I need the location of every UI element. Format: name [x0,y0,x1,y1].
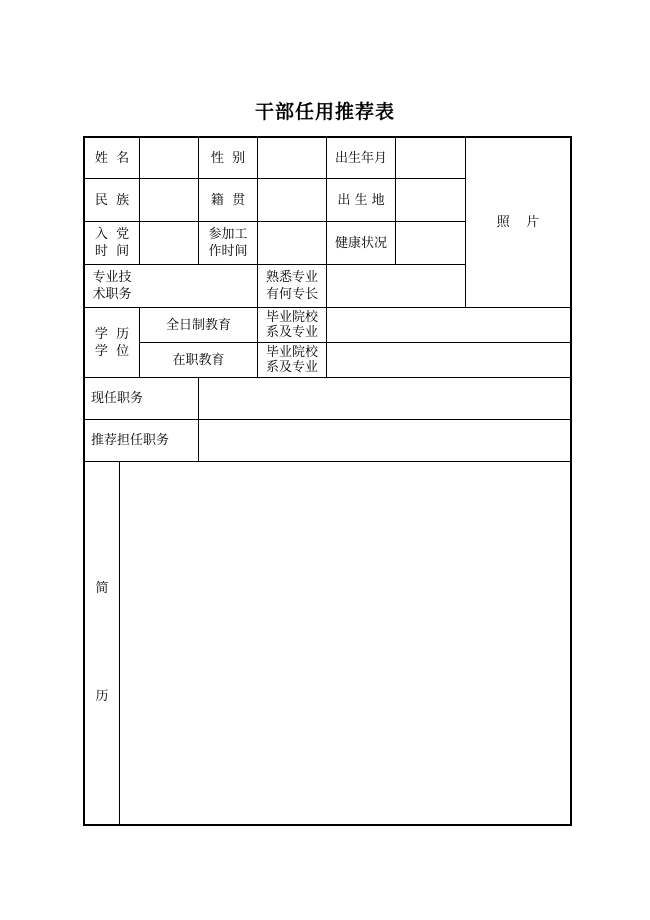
education-label [85,308,139,377]
health-label: 健康状况 [334,235,387,251]
ethnicity-label: 民 族 [94,192,130,208]
name-field[interactable] [140,138,198,178]
work-start-label [199,222,257,264]
tech-title-label-line1: 专业技 [92,270,132,285]
specialty-label-line1: 熟悉专业 [265,270,318,285]
work-start-label-line1: 参加工 [208,227,248,242]
gender-label: 性 别 [210,150,246,166]
inservice-school-label-line1: 毕业院校 [265,345,318,360]
recommended-post-field[interactable] [199,420,570,461]
party-join-label [85,222,139,264]
tech-title-field[interactable] [140,265,257,307]
health-field[interactable] [396,222,465,264]
gender-field[interactable] [258,138,326,178]
education-label-line1: 学 历 [94,326,130,342]
current-post-label: 现任职务 [91,391,144,406]
name-label: 姓 名 [94,150,130,166]
recommendation-form [83,136,572,826]
photo-placeholder[interactable]: 照 片 [496,215,540,230]
inservice-school-label [258,343,326,377]
fulltime-school-label-line1: 毕业院校 [265,310,318,325]
ethnicity-field[interactable] [140,179,198,221]
work-start-label-line2: 作时间 [208,244,248,259]
birthplace-field[interactable] [396,179,465,221]
inservice-education-label: 在职教育 [172,352,225,368]
resume-label-line2: 历 [95,688,109,704]
birth-field[interactable] [396,138,465,178]
native-place-field[interactable] [258,179,326,221]
work-start-field[interactable] [258,222,326,264]
party-join-field[interactable] [140,222,198,264]
specialty-field[interactable] [327,265,465,307]
native-place-label: 籍 贯 [210,192,246,208]
inservice-school-field[interactable] [327,343,570,377]
resume-label-line1: 简 [95,580,109,596]
birthplace-label: 出 生 地 [337,192,385,208]
specialty-label-line2: 有何专长 [265,287,318,302]
tech-title-label-line2: 术职务 [92,287,132,302]
birth-label: 出生年月 [334,150,387,166]
resume-field[interactable] [120,462,570,824]
fulltime-education-label: 全日制教育 [165,317,231,333]
fulltime-school-label [258,308,326,342]
tech-title-label [85,265,139,307]
fulltime-school-label-line2: 系及专业 [265,325,318,340]
specialty-label [258,265,326,307]
fulltime-school-field[interactable] [327,308,570,342]
party-join-label-line2: 时 间 [94,244,130,259]
current-post-field[interactable] [199,378,570,419]
party-join-label-line1: 入 党 [94,227,130,242]
form-title: 干部任用推荐表 [254,101,395,123]
recommended-post-label: 推荐担任职务 [91,433,170,448]
inservice-school-label-line2: 系及专业 [265,360,318,375]
education-label-line2: 学 位 [94,343,130,359]
